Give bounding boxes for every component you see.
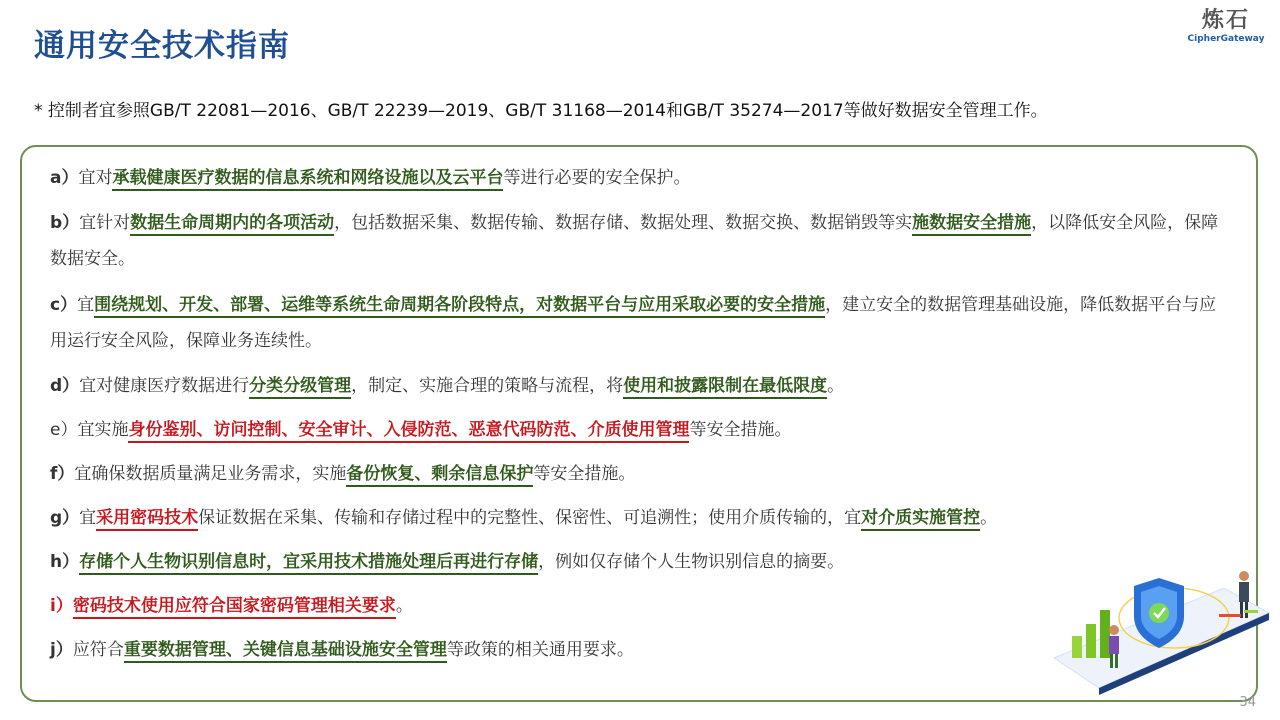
brand-logo <box>1184 8 1268 45</box>
page-title: 通用安全技术指南 <box>34 28 290 64</box>
item-label: i） <box>50 596 73 616</box>
item-highlight: 施数据安全措施 <box>912 213 1031 236</box>
item-highlight: 使用和披露限制在最低限度 <box>623 376 827 399</box>
item-text: 宜 <box>77 295 95 315</box>
item-label: b） <box>50 213 80 233</box>
item-highlight: 承载健康医疗数据的信息系统和网络设施以及云平台 <box>112 168 503 191</box>
guideline-item-a <box>50 161 1220 195</box>
item-label: e） <box>50 420 78 440</box>
item-label: f） <box>50 464 75 484</box>
guideline-item-f <box>50 457 1220 491</box>
item-text: 宜确保数据质量满足业务需求，实施 <box>74 464 347 484</box>
item-text: 应符合 <box>72 640 124 660</box>
accent-strip <box>1244 610 1258 613</box>
logo-text-en: CipherGateway <box>1187 34 1265 44</box>
guideline-item-g <box>50 501 1220 535</box>
logo-text-cn: 炼石 <box>1201 8 1250 33</box>
item-label: h） <box>50 552 80 572</box>
item-text: 宜实施 <box>77 420 129 440</box>
item-text: ，建立安全的数据管理基础设施，降低数据平台与应用运行安全风险，保障业务连续性。 <box>50 295 1217 351</box>
item-text: ，以降低安全风险，保障数据安全。 <box>50 213 1219 269</box>
item-text: 。 <box>827 376 845 396</box>
item-highlight: 数据生命周期内的各项活动 <box>130 213 334 236</box>
item-text: 等安全措施。 <box>689 420 792 440</box>
item-text: 。 <box>395 596 413 616</box>
item-text: 宜对 <box>78 168 113 188</box>
guideline-item-c <box>50 287 1220 359</box>
item-label: a） <box>50 168 79 188</box>
standards-note: * 控制者宜参照GB/T 22081—2016、GB/T 22239—2019、GB/T 31168—2014和GB/T 35274—2017等做好数据安全管理工作。 <box>34 101 1048 121</box>
item-text: 保证数据在采集、传输和存储过程中的完整性、保密性、可追溯性；使用介质传输的，宜 <box>198 508 862 528</box>
item-text: 等进行必要的安全保护。 <box>503 168 691 188</box>
item-highlight: 分类分级管理 <box>249 376 351 399</box>
item-highlight: 密码技术使用应符合国家密码管理相关要求 <box>73 596 396 619</box>
bar-chart-icon <box>1072 610 1110 658</box>
item-highlight: 重要数据管理、关键信息基础设施安全管理 <box>124 640 447 663</box>
item-highlight: 采用密码技术 <box>96 508 198 531</box>
item-text: 。 <box>980 508 998 528</box>
guideline-item-e <box>50 413 1220 447</box>
item-label: g） <box>50 508 80 528</box>
item-highlight: 围绕规划、开发、部署、运维等系统生命周期各阶段特点，对数据平台与应用采取必要的安全措施 <box>94 295 825 318</box>
item-highlight: 备份恢复、剩余信息保护 <box>346 464 533 487</box>
page-number: 34 <box>1239 695 1256 710</box>
item-highlight: 对介质实施管控 <box>861 508 980 531</box>
item-text: 宜针对 <box>79 213 131 233</box>
item-text: 等政策的相关通用要求。 <box>446 640 634 660</box>
item-text: 宜 <box>79 508 97 528</box>
item-label: d） <box>50 376 80 396</box>
item-label: c） <box>50 295 78 315</box>
item-text: ，制定、实施合理的策略与流程，将 <box>351 376 624 396</box>
item-text: ，例如仅存储个人生物识别信息的摘要。 <box>538 552 845 572</box>
item-text: 宜对健康医疗数据进行 <box>79 376 250 396</box>
accent-strip <box>1219 614 1241 617</box>
guideline-item-b <box>50 205 1220 277</box>
security-illustration <box>1044 558 1274 708</box>
item-text: 等安全措施。 <box>533 464 636 484</box>
item-highlight: 身份鉴别、访问控制、安全审计、入侵防范、恶意代码防范、介质使用管理 <box>128 420 689 443</box>
item-highlight: 存储个人生物识别信息时，宜采用技术措施处理后再进行存储 <box>79 552 538 575</box>
guideline-item-d <box>50 369 1220 403</box>
item-text: ，包括数据采集、数据传输、数据存储、数据处理、数据交换、数据销毁等实 <box>334 213 913 233</box>
item-label: j） <box>50 640 73 660</box>
